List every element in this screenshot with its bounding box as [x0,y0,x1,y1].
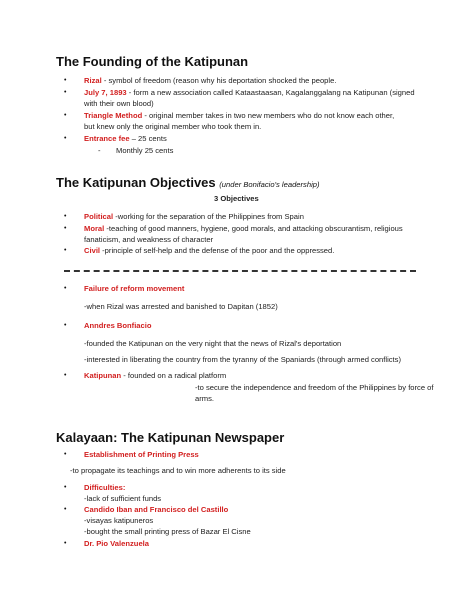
bullet-icon: • [64,135,67,142]
list-item-bonifacio: Anndres Bonfiacio [84,321,152,330]
bonifacio-desc-1: -founded the Katipunan on the very night that the news of Rizal's deportation [84,339,342,348]
candido-desc-1: -visayas katipuneros [84,516,154,525]
monthly-fee: Monthly 25 cents [116,146,174,155]
section-title-founding: The Founding of the Katipunan [56,54,249,69]
list-item-moral: Moral -teaching of good manners, hygiene, good morals, and attacking obscurantism, religious [84,224,403,233]
list-item-july-cont: with their own blood) [84,99,154,108]
list-item-printing: Establishment of Printing Press [84,450,199,459]
bullet-icon: • [64,484,67,491]
list-item-triangle: Triangle Method - original member takes in two new members who do not know each other, [84,111,395,120]
bullet-icon: • [64,322,67,329]
dashed-divider [64,270,416,272]
bullet-icon: • [64,247,67,254]
bullet-icon: • [64,540,67,547]
difficulties-desc: -lack of sufficient funds [84,494,162,503]
section-title-kalayaan: Kalayaan: The Katipunan Newspaper [56,430,285,445]
list-item-pio: Dr. Pio Valenzuela [84,539,149,548]
bullet-icon: • [64,77,67,84]
list-item-rizal: Rizal - symbol of freedom (reason why his deportation shocked the people. [84,76,337,85]
katipunan-desc-2: arms. [195,394,214,403]
failure-desc: -when Rizal was arrested and banished to Dapitan (1852) [84,302,278,311]
bullet-icon: • [64,372,67,379]
list-item-candido: Candido Iban and Francisco del Castillo [84,505,229,514]
katipunan-desc-1: -to secure the independence and freedom of the Philippines by force of [195,383,434,392]
bonifacio-desc-2: -interested in liberating the country from the tyranny of the Spaniards (through armed conflicts) [84,355,401,364]
list-item-triangle-cont: but knew only the original member who took them in. [84,122,262,131]
objectives-count: 3 Objectives [214,194,259,203]
bullet-icon: • [64,451,67,458]
bullet-icon: • [64,213,67,220]
list-item-july: July 7, 1893 - form a new association called Kataastaasan, Kagalanggalang na Katipunan (signed [84,88,415,97]
list-item-entrance: Entrance fee – 25 cents [84,134,167,143]
list-item-political: Political -working for the separation of the Philippines from Spain [84,212,304,221]
list-item-civil: Civil -principle of self-help and the defense of the poor and the oppressed. [84,246,335,255]
bullet-icon: • [64,506,67,513]
bullet-icon: • [64,285,67,292]
section-subtitle: (under Bonifacio's leadership) [219,180,320,189]
printing-desc: -to propagate its teachings and to win more adherents to its side [70,466,286,475]
list-item-katipunan: Katipunan - founded on a radical platform [84,371,227,380]
list-item-difficulties: Difficulties: [84,483,126,492]
section-title-objectives: The Katipunan Objectives (under Bonifacio's leadership) [56,175,320,190]
list-item-moral-cont: fanaticism, and weakness of character [84,235,214,244]
bullet-icon: • [64,225,67,232]
candido-desc-2: -bought the small printing press of Bazar El Cisne [84,527,251,536]
list-item-failure: Failure of reform movement [84,284,185,293]
bullet-icon: • [64,112,67,119]
dash-marker: - [98,146,101,155]
bullet-icon: • [64,89,67,96]
